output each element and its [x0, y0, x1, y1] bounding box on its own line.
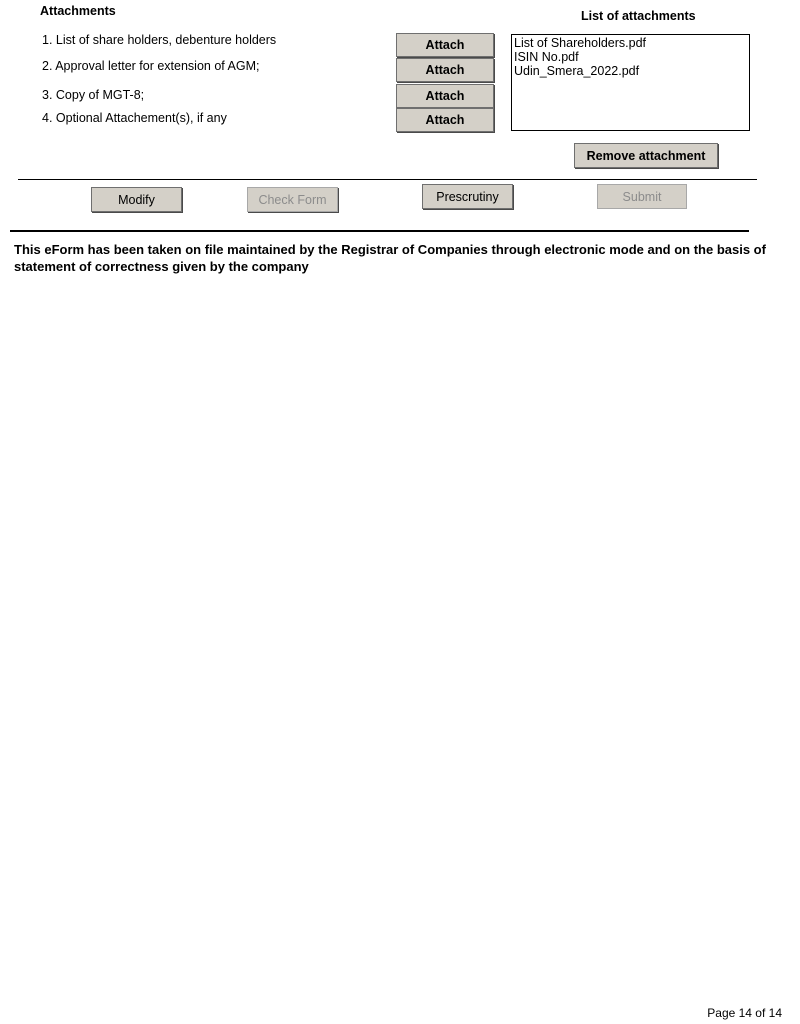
attachments-section-title: Attachments [40, 4, 116, 18]
attach-button-4[interactable]: Attach [396, 108, 494, 132]
prescrutiny-button[interactable]: Prescrutiny [422, 184, 513, 209]
attachment-label-1: 1. List of share holders, debenture holders [42, 33, 277, 47]
submit-button[interactable]: Submit [597, 184, 687, 209]
attach-button-2[interactable]: Attach [396, 58, 494, 82]
attach-button-1[interactable]: Attach [396, 33, 494, 57]
attachment-label-2: 2. Approval letter for extension of AGM; [42, 59, 260, 73]
check-form-button[interactable]: Check Form [247, 187, 338, 212]
modify-button[interactable]: Modify [91, 187, 182, 212]
list-of-attachments-title: List of attachments [581, 9, 696, 23]
registrar-notice: This eForm has been taken on file maintained by the Registrar of Companies through electronic mode and on the basis of statement of correctness given by the company [14, 242, 766, 274]
attach-button-3[interactable]: Attach [396, 84, 494, 108]
notice-divider [10, 230, 749, 232]
remove-attachment-button[interactable]: Remove attachment [574, 143, 718, 168]
attachment-label-3: 3. Copy of MGT-8; [42, 88, 145, 102]
attachment-file-item[interactable]: ISIN No.pdf [514, 50, 579, 64]
attachments-listbox[interactable] [511, 34, 750, 131]
attachment-file-item[interactable]: List of Shareholders.pdf [514, 36, 647, 50]
section-divider [18, 179, 757, 180]
attachment-label-4: 4. Optional Attachement(s), if any [42, 111, 227, 125]
page-number: Page 14 of 14 [707, 1006, 782, 1020]
attachment-file-item[interactable]: Udin_Smera_2022.pdf [514, 64, 640, 78]
